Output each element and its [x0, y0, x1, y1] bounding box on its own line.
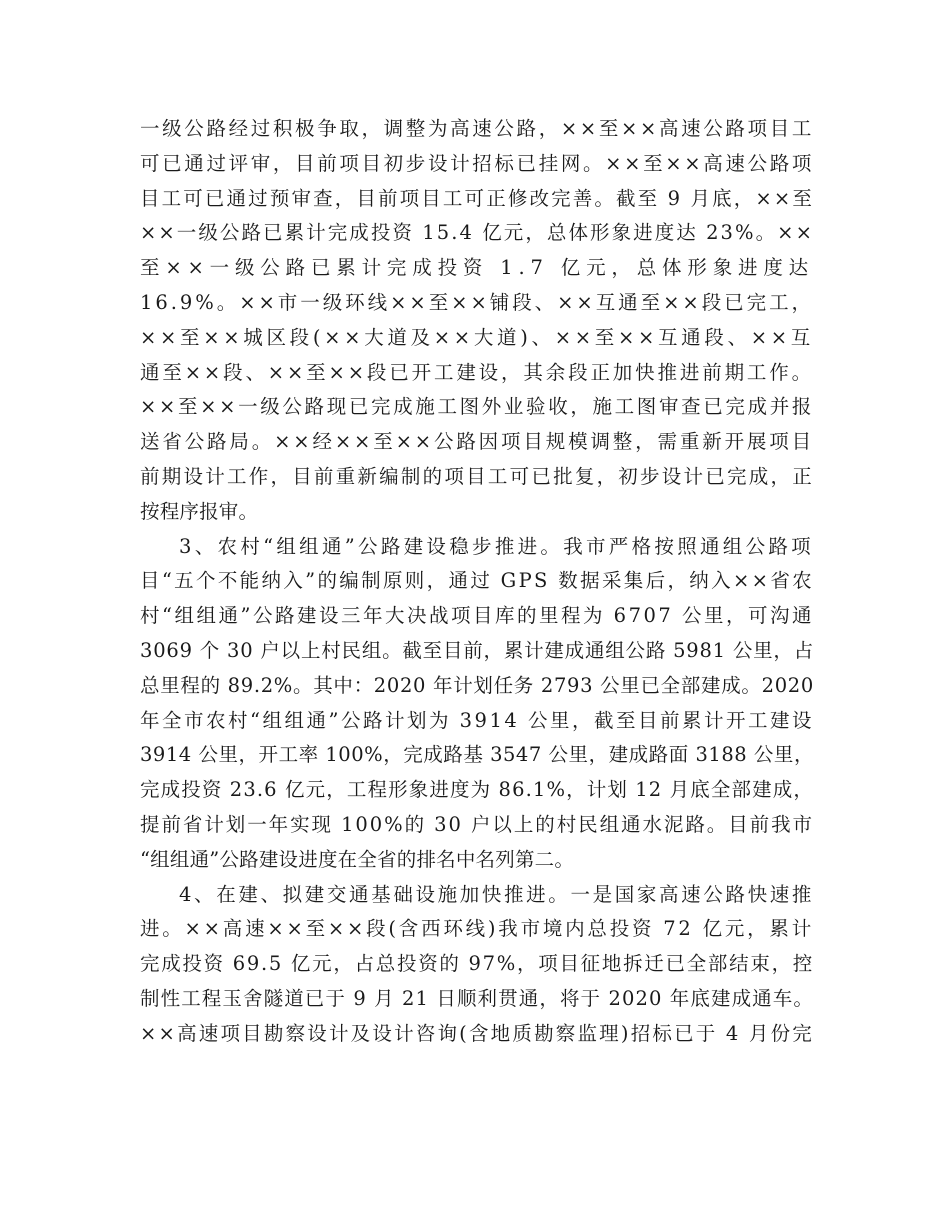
- text-line: 3914 公里，开工率 100%，完成路基 3547 公里，建成路面 3188 公里，: [140, 743, 814, 767]
- text-line: 至××一级公路已累计完成投资 1.7 亿元，总体形象进度达: [140, 256, 814, 280]
- text-line: 年全市农村“组组通”公路计划为 3914 公里，截至目前累计开工建设: [140, 708, 814, 732]
- text-line: 一级公路经过积极争取，调整为高速公路，××至××高速公路项目工: [140, 117, 814, 140]
- text-line: 完成投资 23.6 亿元，工程形象进度为 86.1%，计划 12 月底全部建成，: [140, 778, 814, 802]
- paragraph-highway-projects: [140, 112, 814, 530]
- text-line: 提前省计划一年实现 100%的 30 户以上的村民组通水泥路。目前我市: [140, 812, 814, 836]
- text-line: 可已通过评审，目前项目初步设计招标已挂网。××至××高速公路项: [140, 151, 814, 175]
- text-line: 3、农村“组组通”公路建设稳步推进。我市严格按照通组公路项: [179, 534, 814, 558]
- text-line: 送省公路局。××经××至××公路因项目规模调整，需重新开展项目: [140, 430, 814, 454]
- text-line: 前期设计工作，目前重新编制的项目工可已批复，初步设计已完成，正: [140, 464, 814, 488]
- text-line: 完成投资 69.5 亿元，占总投资的 97%，项目征地拆迁已全部结束，控: [140, 952, 814, 976]
- text-line: 按程序报审。: [140, 499, 259, 523]
- text-line: 4、在建、拟建交通基础设施加快推进。一是国家高速公路快速推: [179, 882, 814, 906]
- text-line: 通至××段、××至××段已开工建设，其余段正加快推进前期工作。: [140, 360, 814, 384]
- text-line: 制性工程玉舍隧道已于 9 月 21 日顺利贯通，将于 2020 年底建成通车。: [140, 986, 814, 1010]
- text-line: 进。××高速××至××段(含西环线)我市境内总投资 72 亿元，累计: [140, 917, 814, 941]
- text-line: 村“组组通”公路建设三年大决战项目库的里程为 6707 公里，可沟通: [140, 604, 814, 628]
- text-line: ××至××城区段(××大道及××大道)、××至××互通段、××互: [140, 325, 814, 349]
- text-line: 目工可已通过预审查，目前项目工可正修改完善。截至 9 月底，××至: [140, 186, 814, 210]
- text-line: 总里程的 89.2%。其中：2020 年计划任务 2793 公里已全部建成。2020: [140, 673, 814, 697]
- paragraph-rural-roads: [140, 530, 814, 878]
- text-line: 16.9%。××市一级环线××至××铺段、××互通至××段已完工，: [140, 290, 814, 314]
- text-line: ××一级公路已累计完成投资 15.4 亿元，总体形象进度达 23%。××: [140, 221, 814, 245]
- document-page: [140, 112, 814, 1052]
- paragraph-infrastructure: [140, 878, 814, 1052]
- text-line: ××高速项目勘察设计及设计咨询(含地质勘察监理)招标已于 4 月份完: [140, 1021, 814, 1045]
- text-line: 目“五个不能纳入”的编制原则，通过 GPS 数据采集后，纳入××省农: [140, 569, 814, 593]
- text-line: 3069 个 30 户以上村民组。截至目前，累计建成通组公路 5981 公里，占: [140, 638, 814, 662]
- text-line: “组组通”公路建设进度在全省的排名中名列第二。: [140, 847, 575, 871]
- text-line: ××至××一级公路现已完成施工图外业验收，施工图审查已完成并报: [140, 395, 814, 419]
